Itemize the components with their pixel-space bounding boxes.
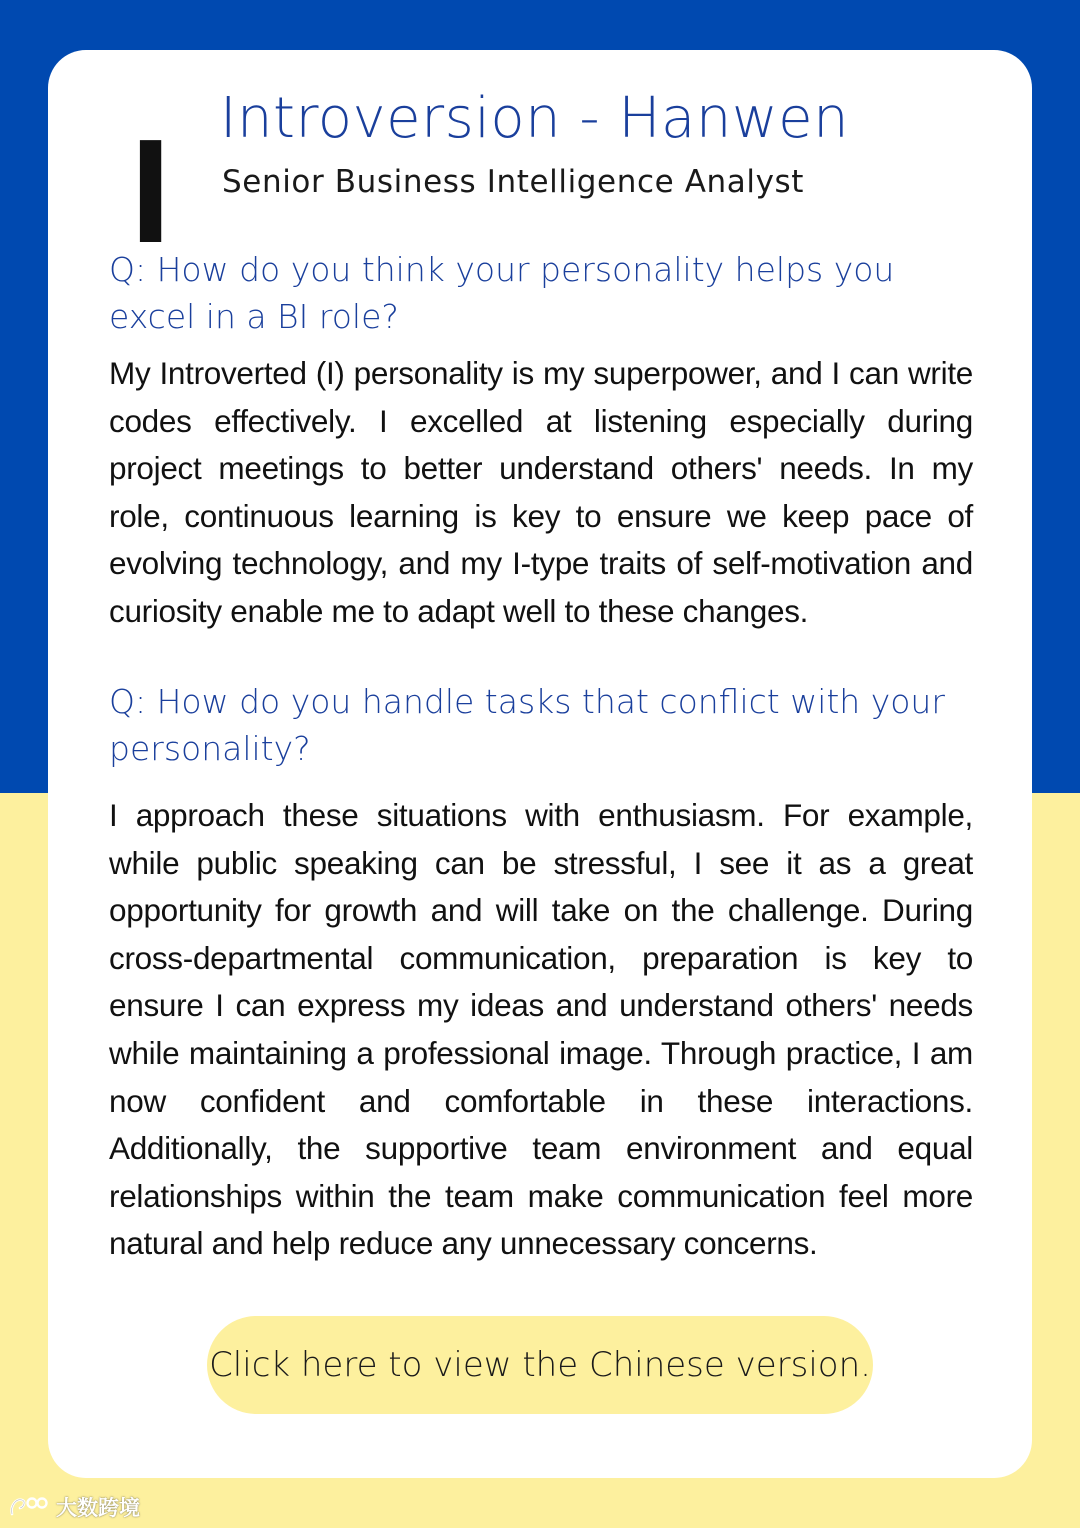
question-1: Q: How do you think your personality helps you excel in a BI role? bbox=[109, 250, 895, 336]
watermark-text: 大数跨境 bbox=[56, 1496, 140, 1520]
job-title: Senior Business Intelligence Analyst bbox=[222, 164, 805, 200]
personality-letter: I bbox=[130, 109, 172, 274]
watermark bbox=[8, 1492, 140, 1522]
content-card bbox=[48, 50, 1032, 1478]
page-title: Introversion - Hanwen bbox=[220, 86, 850, 151]
answer-2: I approach these situations with enthusiasm. For example, while public speaking can be stressful, I see it as a great opportunity for growth and will take on the challenge. During cross-departmental communication, preparation is key to ensure I can express my ideas and understand others' needs while maintaining a professional image. Through practice, I am now confident and comfortable in these interactions. Additionally, the supportive team environment and equal relationships within the team make communication feel more natural and help reduce any unnecessary concerns. bbox=[109, 797, 973, 1262]
chinese-version-button[interactable] bbox=[207, 1316, 873, 1414]
question-2: Q: How do you handle tasks that conflict with your personality? bbox=[109, 682, 945, 768]
brand-logo-icon bbox=[8, 1494, 50, 1520]
answer-1: My Introverted (I) personality is my superpower, and I can write codes effectively. I excelled at listening especially during project meetings to better understand others' needs. In my role, continuous learning is key to ensure we keep pace of evolving technology, and my I-type traits of self-motivation and curiosity enable me to adapt well to these changes. bbox=[109, 355, 973, 629]
chinese-version-label: Click here to view the Chinese version. bbox=[209, 1345, 871, 1385]
